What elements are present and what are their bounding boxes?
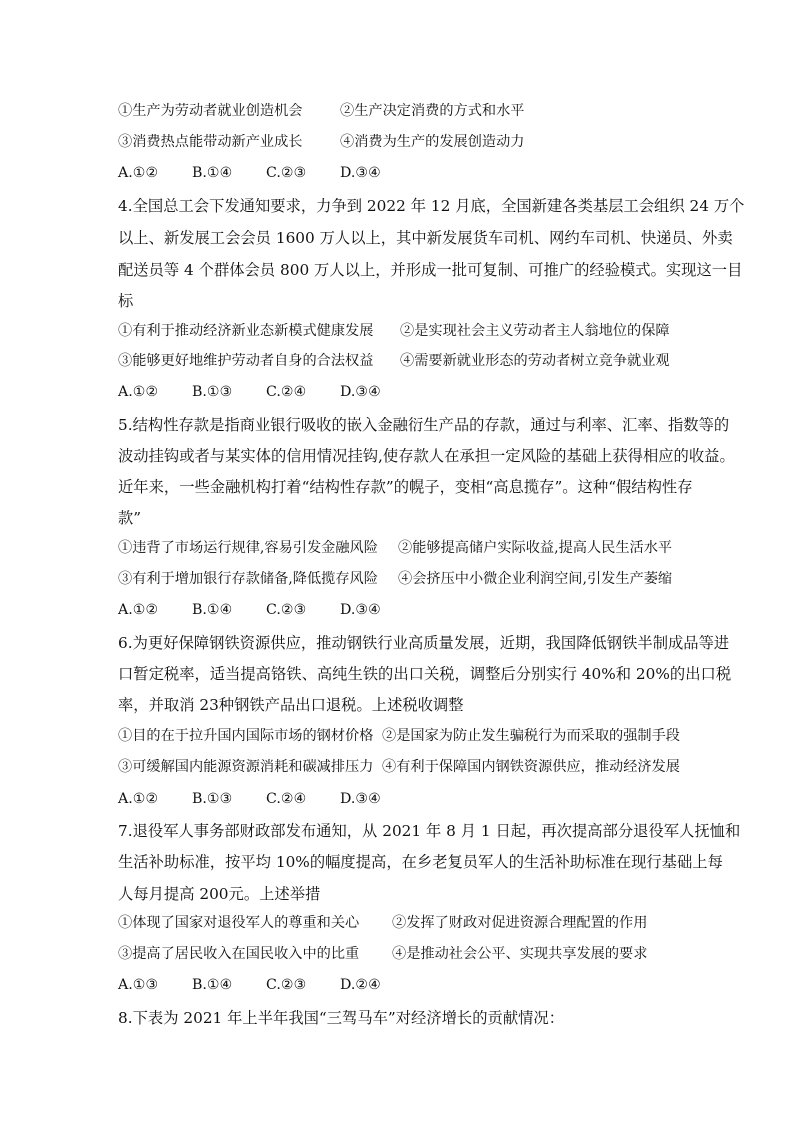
q7-stem-line-3: 人每月提高 200元。上述举措 — [118, 885, 321, 903]
q7-option-2: ②发挥了财政对促进资源合理配置的作用 — [392, 915, 648, 931]
q3-option-1: ①生产为劳动者就业创造机会 — [118, 103, 303, 119]
q7-answer-b: B.①④ — [192, 977, 233, 993]
q4-answer-b: B.①③ — [192, 384, 233, 400]
q5-answer-choices — [118, 600, 688, 620]
q7-answer-choices — [118, 975, 688, 995]
q3-answer-b: B.①④ — [192, 165, 233, 181]
q7-answer-a: A.①③ — [118, 977, 159, 993]
q3-option-line-2 — [118, 132, 688, 152]
q6-stem-line-3: 率，并取消 23种钢铁产品出口退税。上述税收调整 — [118, 696, 464, 714]
q3-answer-a: A.①② — [118, 165, 159, 181]
q5-option-line-1 — [118, 538, 688, 558]
q4-stem-line-4: 标 — [118, 292, 134, 310]
q3-answer-c: C.②③ — [266, 165, 307, 181]
q7-option-4: ④是推动社会公平、实现共享发展的要求 — [392, 946, 648, 962]
q5-option-1: ①违背了市场运行规律,容易引发金融风险 — [118, 540, 378, 556]
q4-stem-line-1: 4.全国总工会下发通知要求，力争到 2022 年 12 月底，全国新建各类基层工会组织 24 万个 — [118, 197, 745, 215]
q3-option-4: ④消费为生产的发展创造动力 — [340, 134, 525, 150]
q6-answer-b: B.①③ — [192, 791, 233, 807]
q4-answer-a: A.①② — [118, 384, 159, 400]
q6-option-3: ③可缓解国内能源资源消耗和碳减排压力 — [118, 759, 374, 775]
q5-stem-line-4: 款” — [118, 509, 142, 527]
q6-option-line-2 — [118, 757, 688, 777]
q6-stem-line-2: 口暂定税率，适当提高铬铁、高纯生铁的出口关税，调整后分别实行 40%和 20%的出口税 — [118, 665, 732, 683]
q5-answer-b: B.①④ — [192, 602, 233, 618]
q6-answer-choices — [118, 789, 688, 809]
q4-answer-choices — [118, 382, 688, 402]
q6-answer-d: D.③④ — [340, 791, 381, 807]
q3-answer-d: D.③④ — [340, 165, 381, 181]
q6-option-line-1 — [118, 726, 688, 746]
q4-answer-d: D.③④ — [340, 384, 381, 400]
q7-answer-d: D.②④ — [340, 977, 381, 993]
q4-option-line-2 — [118, 351, 688, 371]
q7-stem-line-2: 生活补助标准，按平均 10%的幅度提高，在乡老复员军人的生活补助标准在现行基础上每 — [118, 853, 723, 871]
q4-option-1: ①有利于推动经济新业态新模式健康发展 — [118, 323, 374, 339]
q5-stem-line-3: 近年来，一些金融机构打着“结构性存款”的幌子，变相“高息揽存”。这种“假结构性存 — [118, 478, 693, 496]
q6-answer-c: C.②④ — [266, 791, 307, 807]
q7-option-line-2 — [118, 944, 688, 964]
q6-answer-a: A.①② — [118, 791, 159, 807]
q4-stem-line-2: 以上、新发展工会会员 1600 万人以上，其中新发展货车司机、网约车司机、快递员、外卖 — [118, 229, 733, 247]
q6-stem-line-1: 6.为更好保障钢铁资源供应，推动钢铁行业高质量发展，近期，我国降低钢铁半制成品等进 — [118, 634, 730, 652]
q6-option-2: ②是国家为防止发生骗税行为而采取的强制手段 — [382, 728, 680, 744]
q5-option-line-2 — [118, 569, 688, 589]
q3-option-3: ③消费热点能带动新产业成长 — [118, 134, 303, 150]
q7-option-line-1 — [118, 913, 688, 933]
q3-option-2: ②生产决定消费的方式和水平 — [340, 103, 525, 119]
q7-option-1: ①体现了国家对退役军人的尊重和关心 — [118, 915, 360, 931]
q3-option-line-1 — [118, 101, 688, 121]
q5-answer-c: C.②③ — [266, 602, 307, 618]
q5-stem-line-1: 5.结构性存款是指商业银行吸收的嵌入金融衍生产品的存款，通过与利率、汇率、指数等的 — [118, 416, 730, 434]
q4-answer-c: C.②④ — [266, 384, 307, 400]
q4-option-3: ③能够更好地维护劳动者自身的合法权益 — [118, 353, 374, 369]
q6-option-4: ④有利于保障国内钢铁资源供应，推动经济发展 — [382, 759, 680, 775]
q8-stem-line-1: 8.下表为 2021 年上半年我国“三驾马车”对经济增长的贡献情况： — [118, 1009, 565, 1027]
q7-answer-c: C.②③ — [266, 977, 307, 993]
q5-answer-d: D.③④ — [340, 602, 381, 618]
q5-answer-a: A.①② — [118, 602, 159, 618]
q4-option-line-1 — [118, 321, 688, 341]
q5-option-3: ③有利于增加银行存款储备,降低揽存风险 — [118, 571, 378, 587]
q4-option-2: ②是实现社会主义劳动者主人翁地位的保障 — [400, 323, 670, 339]
q5-option-4: ④会挤压中小微企业利润空间,引发生产萎缩 — [398, 571, 673, 587]
q7-option-3: ③提高了居民收入在国民收入中的比重 — [118, 946, 360, 962]
q5-option-2: ②能够提高储户实际收益,提高人民生活水平 — [398, 540, 673, 556]
q4-option-4: ④需要新就业形态的劳动者树立竞争就业观 — [400, 353, 670, 369]
q3-answer-choices — [118, 163, 688, 183]
q4-stem-line-3: 配送员等 4 个群体会员 800 万人以上，并形成一批可复制、可推广的经验模式。实现这一目 — [118, 261, 743, 279]
q5-stem-line-2: 波动挂钩或者与某实体的信用情况挂钩,使存款人在承担一定风险的基础上获得相应的收益。 — [118, 447, 735, 465]
q7-stem-line-1: 7.退役军人事务部财政部发布通知，从 2021 年 8 月 1 日起，再次提高部分退役军人抚恤和 — [118, 822, 741, 840]
q6-option-1: ①目的在于拉升国内国际市场的钢材价格 — [118, 728, 374, 744]
